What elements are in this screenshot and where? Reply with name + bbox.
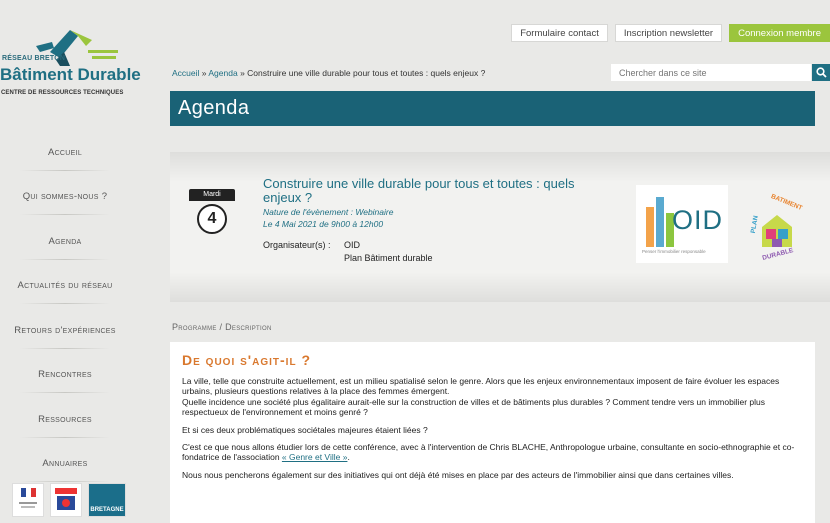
paragraph-intro-a: La ville, telle que construite actuellement, est un milieu spatialisé selon le genre. Alors que les enjeux environnementaux imposent de faire évoluer les espaces urbains, plusieurs questions relatives à la place des femmes émergent. (182, 376, 780, 397)
nav-item-retours[interactable]: Retours d'expériences (0, 308, 130, 353)
partner-logos (12, 483, 126, 517)
paragraph-conference (182, 442, 803, 463)
breadcrumb-agenda[interactable]: Agenda (208, 68, 238, 78)
calendar-day: 4 (197, 204, 227, 234)
breadcrumb-current: Construire une ville durable pour tous et toutes : quels enjeux ? (247, 68, 486, 78)
paragraph-conference-end: . (347, 452, 350, 463)
programme-label: Programme / Description (172, 322, 272, 332)
site-logo[interactable] (0, 22, 141, 102)
ademe-logo[interactable] (50, 483, 82, 517)
programme-heading: De quoi s'agit-il ? (182, 352, 311, 368)
pbd-label-left: PLAN (749, 215, 760, 234)
breadcrumb-home[interactable]: Accueil (172, 68, 200, 78)
oid-logo-text: OID (672, 205, 724, 235)
search-input[interactable] (611, 64, 811, 81)
breadcrumb-separator: » (237, 68, 248, 78)
event-card (170, 152, 830, 302)
paragraph-question: Et si ces deux problématiques sociétales majeures étaient liées ? (182, 424, 428, 435)
event-nature: Nature de l'évènement : Webinaire (263, 207, 394, 217)
sidebar (0, 0, 141, 523)
programme-content (170, 342, 815, 523)
paragraph-conference-text: C'est ce que nous allons étudier lors de cette conférence, avec à l'intervention de Chris BLACHE, Anthropologue urbaine, consultante en socio-ethnographie et co-fondatrice de l'association (182, 442, 795, 463)
main-nav (0, 130, 130, 486)
pbd-label-bottom: DURABLE (761, 247, 795, 262)
page-title: Agenda (170, 91, 815, 126)
region-bretagne-logo[interactable] (88, 483, 126, 517)
newsletter-button[interactable]: Inscription newsletter (615, 24, 722, 42)
nav-item-rencontres[interactable]: Rencontres (0, 353, 130, 398)
oid-logo[interactable] (636, 185, 728, 263)
nav-item-actualites[interactable]: Actualités du réseau (0, 264, 130, 309)
paragraph-intro-b: Quelle incidence une société plus égalitaire aurait-elle sur la construction de villes et de bâtiments plus durables ? Comment tendre vers un immobilier plus respectueux de l'environnement et moins genré ? (182, 396, 766, 418)
calendar-icon (186, 189, 238, 237)
pbd-label-top: BATIMENT (769, 193, 804, 212)
organizer-oid: OID (344, 240, 361, 250)
prefet-logo[interactable] (12, 483, 44, 517)
breadcrumb (172, 68, 485, 78)
top-links (511, 24, 830, 42)
nav-item-ressources[interactable]: Ressources (0, 397, 130, 442)
genre-et-ville-link[interactable]: « Genre et Ville » (281, 452, 348, 463)
region-bretagne-label: BRETAGNE (90, 507, 124, 513)
search-button[interactable] (812, 64, 830, 81)
breadcrumb-separator: » (199, 68, 209, 78)
member-login-button[interactable]: Connexion membre (729, 24, 830, 42)
logo-network-text: RÉSEAU BRETON (2, 55, 66, 62)
event-title: Construire une ville durable pour tous et toutes : quels enjeux ? (263, 176, 575, 205)
logo-subtitle: CENTRE DE RESSOURCES TECHNIQUES (1, 90, 124, 96)
organizer-plan-batiment: Plan Bâtiment durable (344, 253, 433, 263)
plan-batiment-durable-logo[interactable] (744, 185, 810, 265)
search-box (611, 64, 830, 81)
paragraph-intro (182, 376, 803, 418)
nav-item-qui-sommes-nous[interactable]: Qui sommes-nous ? (0, 175, 130, 220)
nav-item-accueil[interactable]: Accueil (0, 130, 130, 175)
event-date: Le 4 Mai 2021 de 9h00 à 12h00 (263, 219, 384, 229)
nav-item-agenda[interactable]: Agenda (0, 219, 130, 264)
organizer-label: Organisateur(s) : (263, 240, 331, 250)
oid-tagline: Penser l'immobilier responsable (642, 249, 706, 254)
paragraph-initiatives: Nous nous pencherons également sur des initiatives qui ont déjà été mises en place par des acteurs de l'immobilier ainsi que dans certaines villes. (182, 469, 734, 480)
calendar-weekday: Mardi (189, 189, 235, 201)
nav-item-annuaires[interactable]: Annuaires (0, 442, 130, 487)
contact-form-button[interactable]: Formulaire contact (511, 24, 608, 42)
logo-brand-text: Bâtiment Durable (0, 65, 141, 84)
search-icon (816, 67, 827, 78)
